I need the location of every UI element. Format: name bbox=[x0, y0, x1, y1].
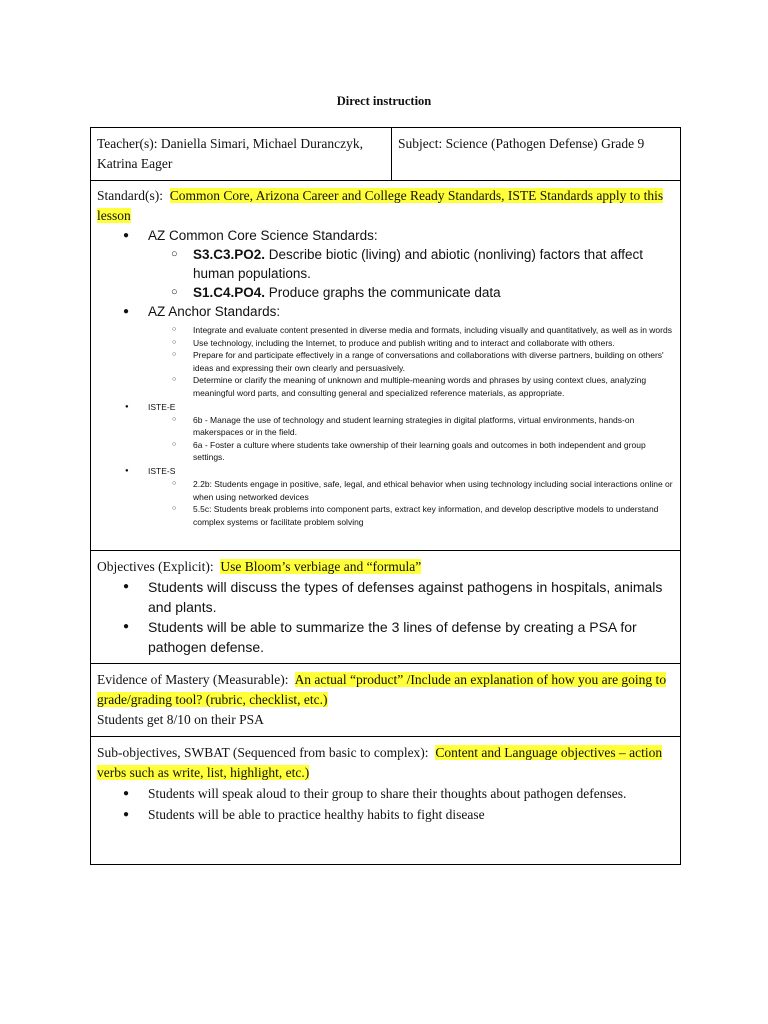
list-item: ● Students will discuss the types of defenses against pathogens in hospitals, animals and plants. bbox=[97, 577, 674, 617]
header-row bbox=[91, 128, 681, 181]
list-item: ○ Integrate and evaluate content presented in diverse media and formats, including visually and quantitatively, as well as in words bbox=[97, 324, 674, 337]
mastery-text: Students get 8/10 on their PSA bbox=[97, 712, 264, 727]
iste-s-list bbox=[97, 464, 674, 478]
objectives-cell bbox=[91, 551, 681, 664]
iste-s-items bbox=[97, 478, 674, 528]
subobjectives-cell bbox=[91, 737, 681, 865]
list-item bbox=[97, 245, 674, 283]
anchor-title bbox=[97, 302, 674, 321]
list-item: ○ Prepare for and participate effectively in a range of conversations and collaborations with diverse partners, building on others' ideas and expressing their own clearly and persuasively. bbox=[97, 349, 674, 374]
lesson-plan-table bbox=[90, 127, 681, 865]
list-item bbox=[97, 283, 674, 302]
anchor-items bbox=[97, 324, 674, 400]
list-item: ○ 6b - Manage the use of technology and student learning strategies in digital platforms, virtual environments, hands-on makerspaces or in the field. bbox=[97, 414, 674, 439]
mastery-cell bbox=[91, 664, 681, 737]
subject-cell: Subject: Science (Pathogen Defense) Grade 9 bbox=[392, 128, 681, 181]
list-item: ○ 6a - Foster a culture where students take ownership of their learning goals and outcomes in both independent and group settings. bbox=[97, 439, 674, 464]
list-item: ● Students will be able to practice healthy habits to fight disease bbox=[97, 804, 674, 825]
standards-heading bbox=[97, 186, 674, 226]
standard-code: S1.C4.PO4. bbox=[193, 285, 266, 300]
list-item: ○ Determine or clarify the meaning of unknown and multiple-meaning words and phrases by using context clues, analyzing meaningful word parts, and consulting general and specialized reference materials, as appropriate. bbox=[97, 374, 674, 399]
list-item: ● Students will be able to summarize the 3 lines of defense by creating a PSA for pathogen defense. bbox=[97, 617, 674, 657]
iste-e-title: ● ISTE-E bbox=[97, 400, 674, 414]
list-item: ○ Use technology, including the Internet, to produce and publish writing and to interact and collaborate with others. bbox=[97, 337, 674, 350]
standard-text: Describe biotic (living) and abiotic (nonliving) factors that affect human populations. bbox=[193, 247, 643, 281]
anchor-title-text: AZ Anchor Standards: bbox=[148, 304, 281, 319]
az-core-list bbox=[97, 226, 674, 321]
subobjectives-label: Sub-objectives, SWBAT (Sequenced from basic to complex): bbox=[97, 745, 429, 760]
mastery-row bbox=[91, 664, 681, 737]
objectives-highlight: Use Bloom’s verbiage and “formula” bbox=[220, 559, 422, 574]
subobjectives-row bbox=[91, 737, 681, 865]
standards-row bbox=[91, 181, 681, 551]
list-item: ○ 5.5c: Students break problems into component parts, extract key information, and develop descriptive models to understand complex systems or facilitate problem solving bbox=[97, 503, 674, 528]
standards-highlight: Common Core, Arizona Career and College Ready Standards, ISTE Standards apply to this lesson bbox=[97, 188, 664, 223]
mastery-heading bbox=[97, 670, 674, 710]
list-item: ○ 2.2b: Students engage in positive, safe, legal, and ethical behavior when using technology including social interactions online or when using networked devices bbox=[97, 478, 674, 503]
objectives-row bbox=[91, 551, 681, 664]
page-title: Direct instruction bbox=[336, 94, 432, 108]
iste-e-items bbox=[97, 414, 674, 464]
teachers-cell: Teacher(s): Daniella Simari, Michael Duranczyk, Katrina Eager bbox=[91, 128, 392, 181]
objectives-list bbox=[97, 577, 674, 657]
list-item: ● Students will speak aloud to their group to share their thoughts about pathogen defenses. bbox=[97, 783, 674, 804]
subobjectives-heading bbox=[97, 743, 674, 783]
az-core-title bbox=[97, 226, 674, 302]
iste-e-list bbox=[97, 400, 674, 414]
standard-code: S3.C3.PO2. bbox=[193, 247, 266, 262]
mastery-label: Evidence of Mastery (Measurable): bbox=[97, 672, 289, 687]
objectives-label: Objectives (Explicit): bbox=[97, 559, 214, 574]
standards-cell bbox=[91, 181, 681, 551]
az-core-items bbox=[97, 245, 674, 302]
az-core-title-text: AZ Common Core Science Standards: bbox=[148, 228, 378, 243]
standard-text: Produce graphs the communicate data bbox=[265, 285, 501, 300]
objectives-heading bbox=[97, 557, 674, 577]
subobjectives-highlight: Content and Language objectives – action verbs such as write, list, highlight, etc.) bbox=[97, 745, 663, 780]
mastery-highlight: An actual “product” /Include an explanation of how you are going to grade/grading tool? (rubric, checklist, etc.) bbox=[97, 672, 667, 707]
standards-label: Standard(s): bbox=[97, 188, 163, 203]
subobjectives-list bbox=[97, 783, 674, 825]
iste-s-title: ● ISTE-S bbox=[97, 464, 674, 478]
